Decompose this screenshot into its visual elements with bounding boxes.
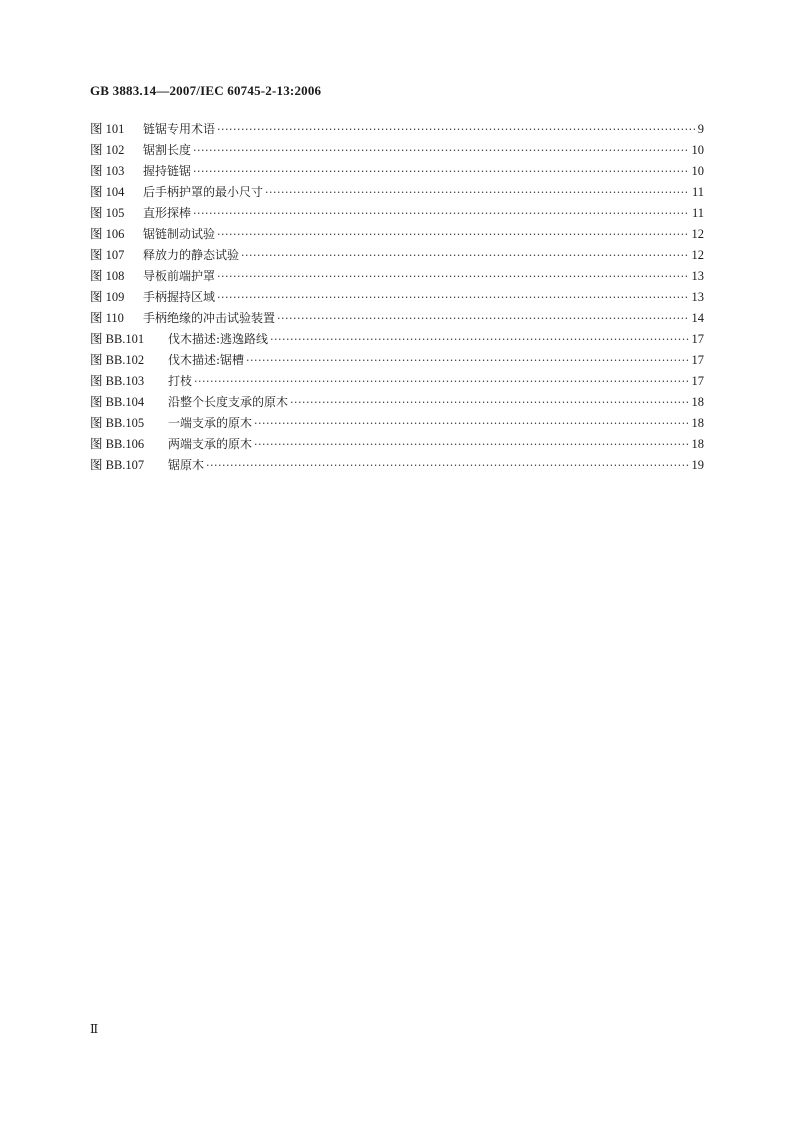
toc-entry-page: 13 <box>691 269 704 283</box>
toc-leader-dots <box>277 308 688 329</box>
toc-entry-number: 图 107 <box>90 248 125 262</box>
toc-entry[interactable] <box>90 455 704 476</box>
toc-entry-number: 图 101 <box>90 122 125 136</box>
toc-entry-number: 图 102 <box>90 143 125 157</box>
toc-entry-title: 链锯专用术语 <box>143 122 216 136</box>
toc-entry[interactable] <box>90 245 704 266</box>
toc-leader-dots <box>246 350 688 371</box>
toc-entry-page: 12 <box>691 227 704 241</box>
toc-entry[interactable] <box>90 350 704 371</box>
toc-entry[interactable] <box>90 434 704 455</box>
document-header: GB 3883.14—2007/IEC 60745-2-13:2006 <box>90 83 322 98</box>
toc-entry[interactable] <box>90 161 704 182</box>
toc-entry-title: 两端支承的原木 <box>168 437 253 451</box>
toc-leader-dots <box>217 119 695 140</box>
toc-leader-dots <box>254 413 688 434</box>
toc-entry-page: 18 <box>691 416 704 430</box>
toc-entry-page: 17 <box>691 353 704 367</box>
toc-entry-title: 释放力的静态试验 <box>143 248 240 262</box>
toc-entry-number: 图 105 <box>90 206 125 220</box>
toc-leader-dots <box>270 329 688 350</box>
toc-entry-page: 12 <box>691 248 704 262</box>
toc-entry-page: 13 <box>691 290 704 304</box>
toc-entry-page: 17 <box>691 332 704 346</box>
toc-leader-dots <box>217 266 688 287</box>
toc-entry-number: 图 109 <box>90 290 125 304</box>
toc-entry-title: 一端支承的原木 <box>168 416 253 430</box>
toc-entry[interactable] <box>90 308 704 329</box>
toc-entry-number: 图 103 <box>90 164 125 178</box>
toc-leader-dots <box>290 392 688 413</box>
toc-entry[interactable] <box>90 119 704 140</box>
toc-entry-title: 伐木描述:锯槽 <box>168 353 245 367</box>
toc-entry-title: 锯割长度 <box>143 143 192 157</box>
toc-entry-number: 图 BB.101 <box>90 332 145 346</box>
toc-entry-number: 图 108 <box>90 269 125 283</box>
toc-entry-number: 图 104 <box>90 185 125 199</box>
toc-entry-number: 图 BB.102 <box>90 353 145 367</box>
toc-leader-dots <box>194 371 688 392</box>
toc-leader-dots <box>193 161 688 182</box>
toc-entry[interactable] <box>90 287 704 308</box>
figure-list <box>90 119 704 476</box>
toc-entry-page: 14 <box>691 311 704 325</box>
toc-entry-title: 伐木描述:逃逸路线 <box>168 332 269 346</box>
toc-entry[interactable] <box>90 266 704 287</box>
toc-leader-dots <box>193 203 689 224</box>
toc-entry[interactable] <box>90 203 704 224</box>
toc-entry-number: 图 106 <box>90 227 125 241</box>
toc-leader-dots <box>265 182 689 203</box>
toc-leader-dots <box>241 245 688 266</box>
toc-entry-title: 直形探棒 <box>143 206 192 220</box>
toc-leader-dots <box>217 287 688 308</box>
toc-entry[interactable] <box>90 371 704 392</box>
toc-entry[interactable] <box>90 182 704 203</box>
toc-entry-page: 9 <box>697 122 704 136</box>
toc-entry-title: 打枝 <box>168 374 193 388</box>
toc-leader-dots <box>217 224 688 245</box>
toc-leader-dots <box>254 434 688 455</box>
toc-entry-page: 10 <box>691 164 704 178</box>
toc-entry-page: 19 <box>691 458 704 472</box>
toc-entry-title: 握持链锯 <box>143 164 192 178</box>
toc-entry-number: 图 BB.105 <box>90 416 145 430</box>
toc-entry-number: 图 BB.107 <box>90 458 145 472</box>
toc-entry-page: 10 <box>691 143 704 157</box>
toc-entry-title: 后手柄护罩的最小尺寸 <box>143 185 264 199</box>
toc-leader-dots <box>193 140 688 161</box>
toc-entry-title: 锯原木 <box>168 458 205 472</box>
toc-entry-page: 18 <box>691 395 704 409</box>
toc-entry[interactable] <box>90 413 704 434</box>
toc-entry-page: 18 <box>691 437 704 451</box>
toc-entry-title: 导板前端护罩 <box>143 269 216 283</box>
toc-entry-title: 锯链制动试验 <box>143 227 216 241</box>
toc-entry[interactable] <box>90 140 704 161</box>
toc-entry-page: 11 <box>691 206 704 220</box>
toc-entry-title: 沿整个长度支承的原木 <box>168 395 289 409</box>
toc-entry-title: 手柄握持区域 <box>143 290 216 304</box>
toc-entry-page: 17 <box>691 374 704 388</box>
toc-entry-title: 手柄绝缘的冲击试验装置 <box>143 311 276 325</box>
page-number: Ⅱ <box>90 1022 99 1036</box>
toc-entry-number: 图 BB.103 <box>90 374 145 388</box>
toc-entry[interactable] <box>90 392 704 413</box>
toc-leader-dots <box>206 455 688 476</box>
toc-entry[interactable] <box>90 329 704 350</box>
toc-entry-number: 图 110 <box>90 311 124 325</box>
toc-entry[interactable] <box>90 224 704 245</box>
toc-entry-number: 图 BB.106 <box>90 437 145 451</box>
toc-entry-page: 11 <box>691 185 704 199</box>
toc-entry-number: 图 BB.104 <box>90 395 145 409</box>
